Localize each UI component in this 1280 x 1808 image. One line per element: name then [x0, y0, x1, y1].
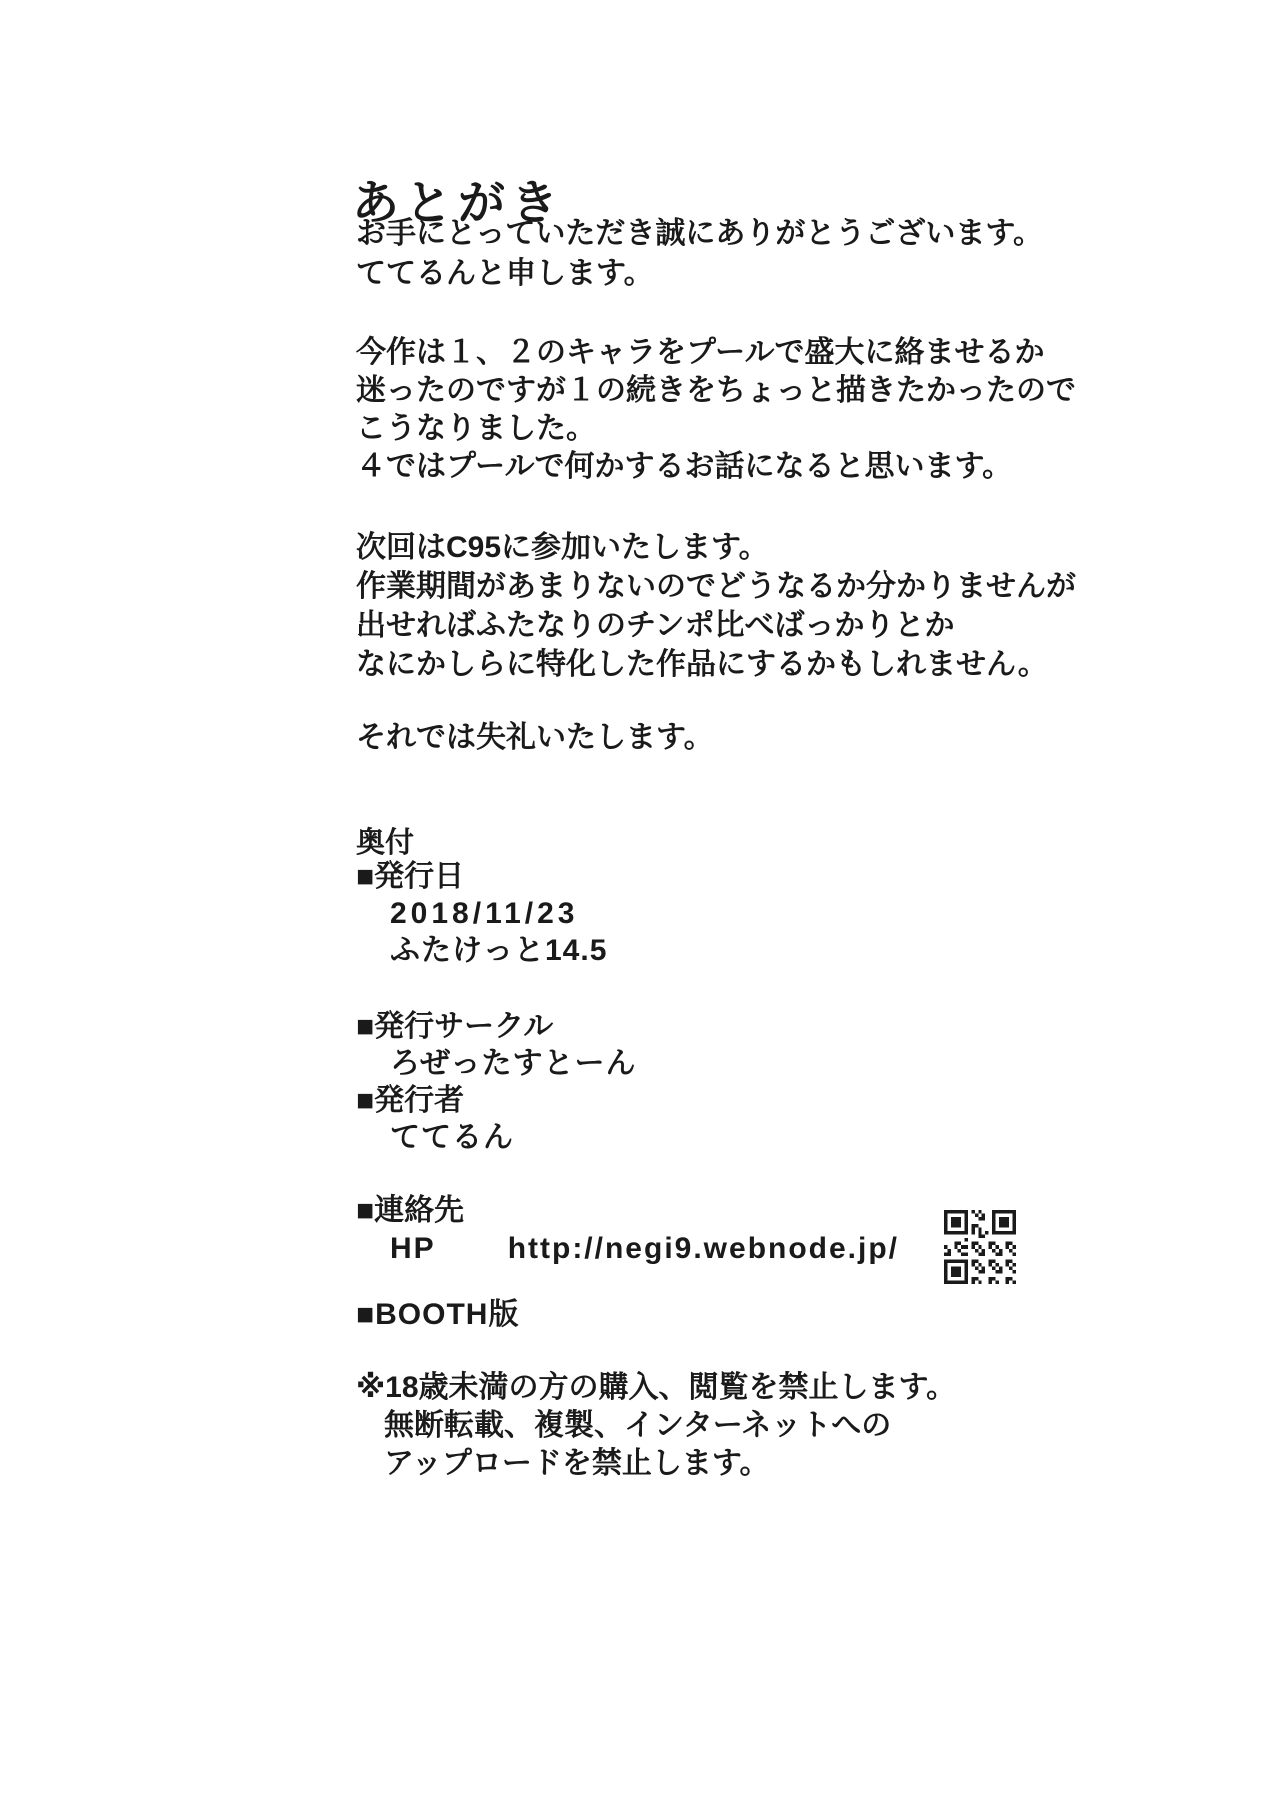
qr-code-icon: [944, 1210, 1016, 1284]
text-line: お手にとっていただき誠にありがとうございます。: [356, 217, 1043, 250]
closing-line: それでは失礼いたします。: [356, 721, 714, 754]
text-line: ててるんと申します。: [356, 257, 654, 290]
hp-url: http://negi9.webnode.jp/: [507, 1232, 900, 1265]
text-line: 出せればふたなりのチンポ比べばっかりとか: [356, 609, 955, 642]
circle-name: ろぜったすとーん: [390, 1047, 637, 1080]
notice-line: ※18歳未満の方の購入、閲覧を禁止します。: [356, 1371, 957, 1404]
publisher-name: ててるん: [390, 1121, 514, 1154]
greeting-paragraph: [356, 214, 1043, 294]
text-line: なにかしらに特化した作品にするかもしれません。: [356, 648, 1048, 681]
circle-label: ■発行サークル: [356, 1010, 554, 1043]
text-line: 次回はC95に参加いたします。: [356, 531, 769, 564]
colophon-heading: 奥付: [356, 827, 415, 859]
homepage-line: [390, 1230, 899, 1267]
contact-label: ■連絡先: [356, 1194, 465, 1227]
next-event-paragraph: [356, 528, 1076, 684]
text-line: こうなりました。: [356, 412, 596, 445]
text-line: 今作は１、２のキャラをプールで盛大に絡ませるか: [356, 336, 1045, 369]
age-restriction-notice: [356, 1369, 956, 1483]
publication-block: [356, 858, 607, 969]
page-title: あとがき: [352, 176, 564, 230]
booth-edition-label: ■BOOTH版: [356, 1298, 520, 1331]
text-line: 作業期間があまりないのでどうなるか分かりませんが: [356, 570, 1076, 603]
text-line: ４ではプールで何かするお話になると思います。: [356, 450, 1013, 483]
circle-block: [356, 1008, 637, 1156]
about-work-paragraph: [356, 334, 1076, 486]
publish-date-label: ■発行日: [356, 860, 465, 893]
hp-label: HP: [390, 1232, 436, 1265]
publisher-label: ■発行者: [356, 1084, 465, 1117]
event-name: ふたけっと14.5: [390, 934, 608, 967]
publish-date: 2018/11/23: [390, 897, 579, 930]
notice-line: アップロードを禁止します。: [384, 1447, 770, 1480]
notice-line: 無断転載、複製、インターネットへの: [384, 1409, 892, 1442]
text-line: 迷ったのですが１の続きをちょっと描きたかったので: [356, 374, 1076, 407]
